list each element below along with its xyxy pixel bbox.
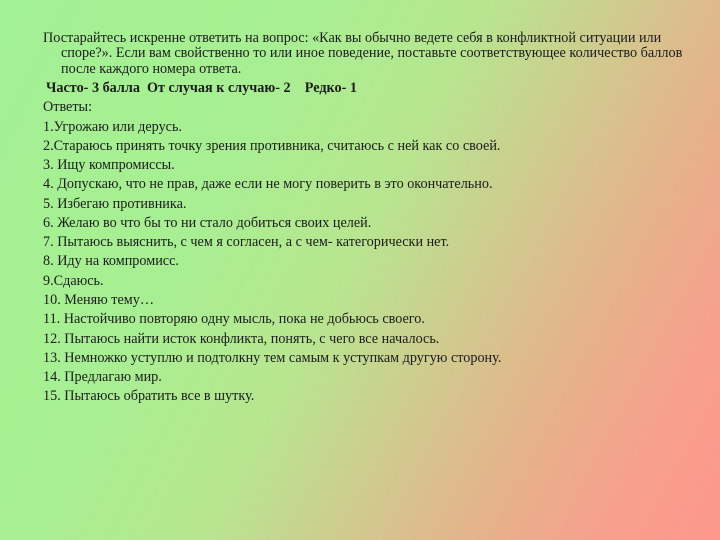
answer-item: 15. Пытаюсь обратить все в шутку. [43, 388, 255, 405]
answers-heading: Ответы: [43, 99, 93, 116]
answer-item: 1.Угрожаю или дерусь. [43, 118, 182, 135]
answer-item: 5. Избегаю противника. [43, 195, 187, 212]
answer-item: 7. Пытаюсь выяснить, с чем я согласен, а с чем- категорически нет. [43, 234, 450, 251]
answer-item: 11. Настойчиво повторяю одну мысль, пока не добьюсь своего. [43, 311, 425, 328]
slide-content [43, 31, 683, 407]
answer-item: 10. Меняю тему… [43, 292, 155, 309]
instruction-text: Постарайтесь искренне ответить на вопрос: «Как вы обычно ведете себя в конфликтной ситуации или споре?». Если вам свойственно то или иное поведение, поставьте соответствующее количество баллов после каждого номера ответа. [43, 30, 683, 77]
answer-item: 14. Предлагаю мир. [43, 369, 162, 386]
answer-item: 9.Сдаюсь. [43, 272, 104, 289]
answer-item: 6. Желаю во что бы то ни стало добиться своих целей. [43, 214, 372, 231]
answer-item: 8. Иду на компромисс. [43, 253, 179, 270]
answer-item: 3. Ищу компромиссы. [43, 157, 175, 174]
answer-item: 12. Пытаюсь найти исток конфликта, понять, с чего все началось. [43, 330, 440, 347]
answer-item: 2.Стараюсь принять точку зрения противника, считаюсь с ней как со своей. [43, 137, 501, 154]
scoring-scale: Часто- 3 балла От случая к случаю- 2 Редко- 1 [46, 80, 358, 97]
answer-item: 13. Немножко уступлю и подтолкну тем самым к уступкам другую сторону. [43, 349, 502, 366]
answers-list [43, 118, 683, 407]
answer-item: 4. Допускаю, что не прав, даже если не могу поверить в это окончательно. [43, 176, 493, 193]
